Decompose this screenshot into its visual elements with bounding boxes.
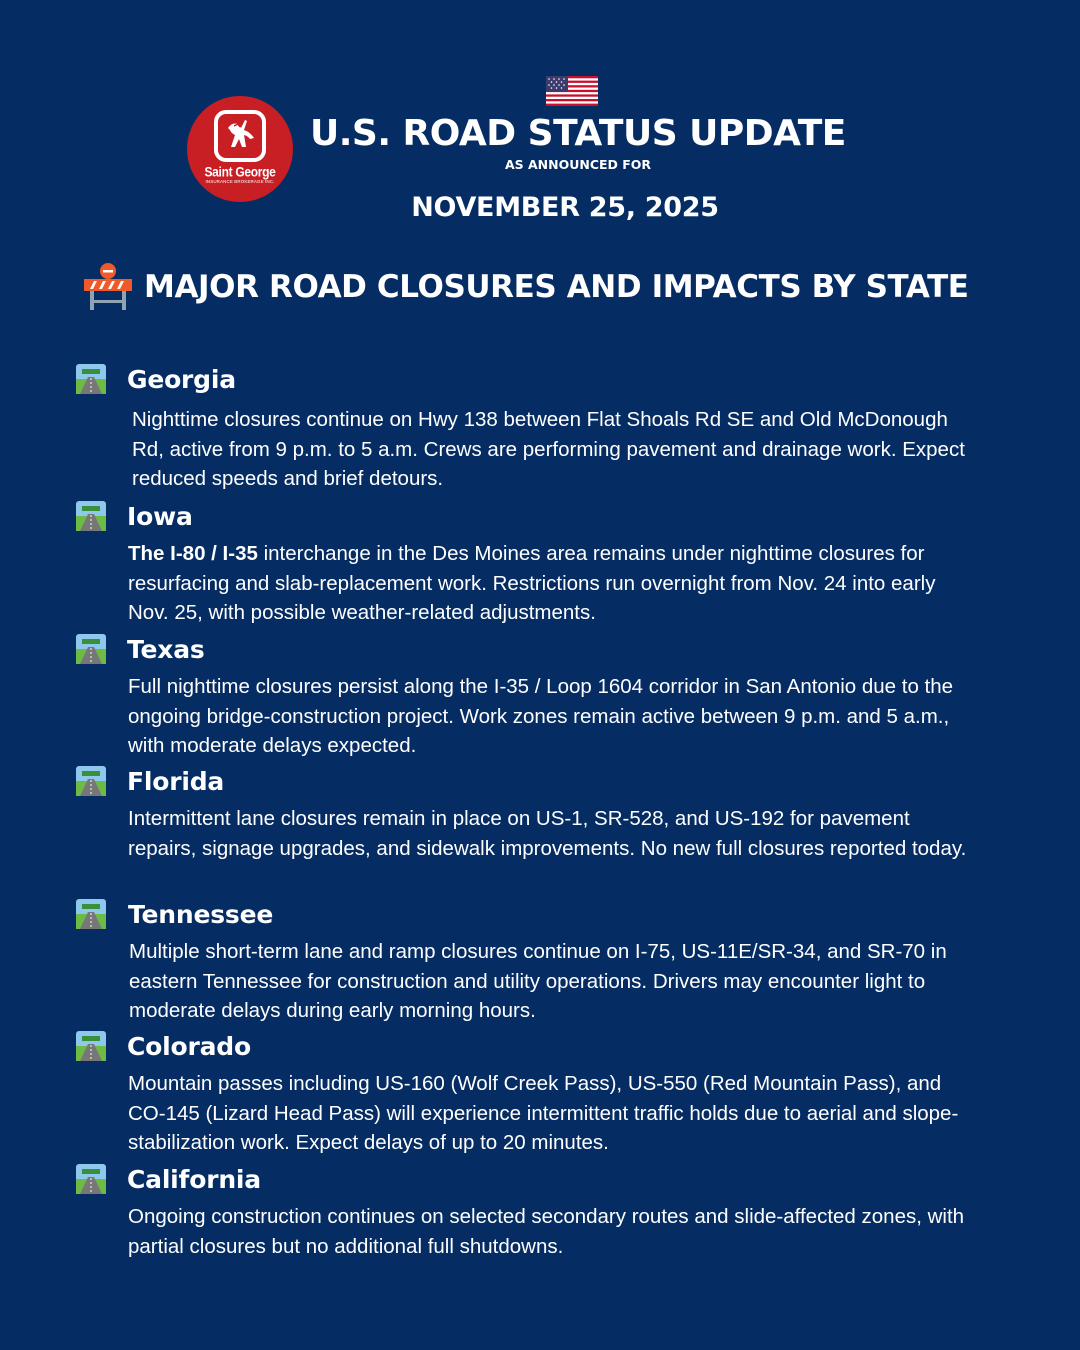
logo-name: Saint George (204, 163, 276, 181)
state-name: Iowa (127, 501, 193, 531)
state-description: Nighttime closures continue on Hwy 138 between Flat Shoals Rd SE and Old McDonough Rd, active from 9 p.m. to 5 a.m. Crews are performing pavement and drainage work. Expect reduced speeds and brief detours. (132, 408, 965, 490)
motorway-icon (76, 364, 106, 394)
motorway-icon (76, 634, 106, 664)
construction-barrier-icon (82, 262, 134, 312)
announcement-date: NOVEMBER 25, 2025 (411, 192, 719, 223)
motorway-icon (76, 1031, 106, 1061)
state-description: Full nighttime closures persist along the I-35 / Loop 1604 corridor in San Antonio due to the ongoing bridge-construction project. Work zones remain active between 9 p.m. and 5 a.m., with moderate delays expected. (128, 675, 954, 757)
state-name: Georgia (127, 364, 236, 394)
state-description: Mountain passes including US-160 (Wolf Creek Pass), US-550 (Red Mountain Pass), and CO-145 (Lizard Head Pass) will experience intermittent traffic holds due to aerial and slope-stabilization work. Expect delays of up to 20 minutes. (128, 1072, 959, 1154)
state-name: Colorado (127, 1031, 251, 1061)
state-name: Texas (127, 634, 205, 664)
state-name: Florida (127, 766, 225, 796)
company-logo (187, 96, 293, 202)
state-description: Intermittent lane closures remain in place on US-1, SR-528, and US-192 for pavement repairs, signage upgrades, and sidewalk improvements. No new full closures reported today. (128, 807, 967, 860)
state-description: Multiple short-term lane and ramp closures continue on I-75, US-11E/SR-34, and SR-70 in eastern Tennessee for construction and utility operations. Drivers may encounter light to moderate delays during early morning hours. (129, 940, 947, 1022)
state-item-colorado (76, 1029, 976, 1158)
motorway-icon (76, 501, 106, 531)
state-item-texas (76, 632, 976, 761)
state-description: The I-80 / I-35 interchange in the Des Moines area remains under nighttime closures for resurfacing and slab-replacement work. Restrictions run overnight from Nov. 24 into early Nov. 25, with possible weather-related adjustments. (128, 542, 936, 624)
section-heading-text: MAJOR ROAD CLOSURES AND IMPACTS BY STATE (144, 269, 969, 305)
section-heading (82, 262, 969, 312)
knight-emblem-icon (214, 110, 266, 162)
state-item-tennessee (76, 897, 976, 1026)
highlight-route: The I-80 / I-35 (128, 542, 258, 565)
page-title: U.S. ROAD STATUS UPDATE (310, 113, 846, 154)
motorway-icon (76, 1164, 106, 1194)
us-flag-icon (546, 76, 598, 106)
state-name: Tennessee (128, 899, 274, 929)
state-item-iowa (76, 499, 976, 628)
state-item-california (76, 1162, 976, 1261)
state-name: California (127, 1164, 261, 1194)
state-description: Ongoing construction continues on selected secondary routes and slide-affected zones, with partial closures but no additional full shutdowns. (128, 1205, 965, 1258)
state-item-georgia (76, 362, 976, 494)
page-subtitle: AS ANNOUNCED FOR (504, 157, 652, 172)
motorway-icon (76, 766, 106, 796)
motorway-icon (76, 899, 106, 929)
state-item-florida (76, 764, 976, 863)
logo-subtitle: INSURANCE BROKERAGE INC. (205, 179, 275, 184)
